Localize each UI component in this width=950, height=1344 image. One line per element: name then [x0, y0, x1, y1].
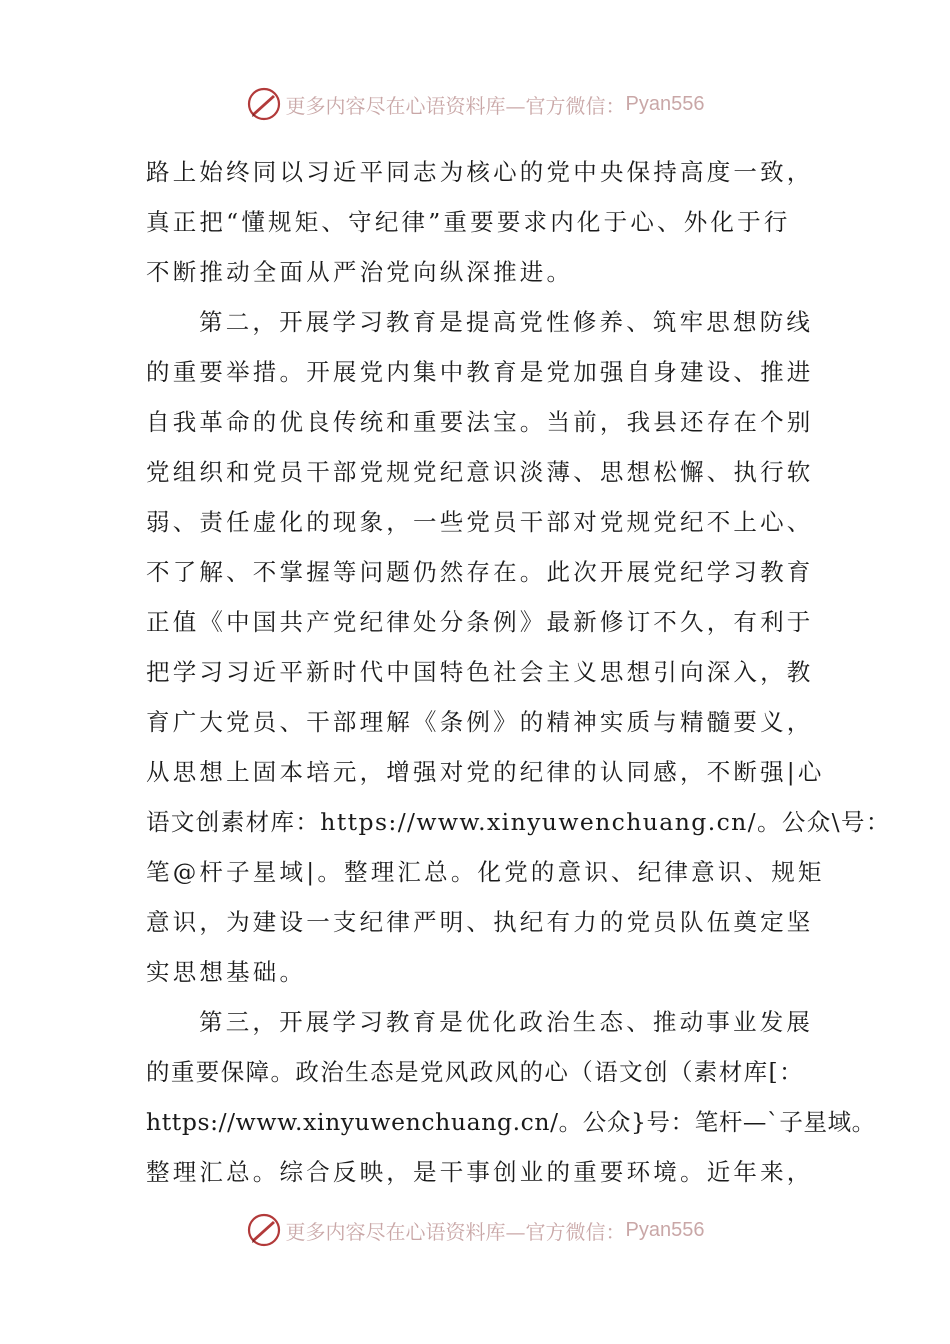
text-line: 笔@杆子星域|。整理汇总。化党的意识、纪律意识、规矩	[146, 858, 825, 886]
text-line: 意识，为建设一支纪律严明、执纪有力的党员队伍奠定坚	[146, 908, 814, 936]
footer-watermark	[0, 1210, 950, 1250]
paragraph-start: 第二，开展学习教育是提高党性修养、筑牢思想防线	[199, 308, 814, 336]
text-line: 把学习习近平新时代中国特色社会主义思想引向深入，教	[146, 658, 814, 686]
text-line: 正值《中国共产党纪律处分条例》最新修订不久，有利于	[146, 608, 814, 636]
text-line: 整理汇总。综合反映，是干事创业的重要环境。近年来，	[146, 1158, 814, 1186]
text-line: 从思想上固本培元，增强对党的纪律的认同感，不断强|心	[146, 758, 825, 786]
header-watermark	[0, 84, 950, 124]
watermark-id: Pyan556	[625, 92, 705, 115]
document-body	[146, 147, 891, 1197]
text-line: 的重要举措。开展党内集中教育是党加强自身建设、推进	[146, 358, 814, 386]
watermark-text: 更多内容尽在心语资料库—官方微信：	[285, 93, 626, 118]
watermark-text: 更多内容尽在心语资料库—官方微信：	[285, 1219, 626, 1244]
text-line: 育广大党员、干部理解《条例》的精神实质与精髓要义，	[146, 708, 814, 736]
paragraph-start: 第三，开展学习教育是优化政治生态、推动事业发展	[199, 1008, 814, 1036]
text-line: 真正把“懂规矩、守纪律”重要要求内化于心、外化于行	[146, 208, 791, 236]
pen-logo-icon	[246, 86, 282, 122]
text-line: https://www.xinyuwenchuang.cn/。公众}号：笔杆—`子星域。	[146, 1108, 876, 1136]
text-line: 实思想基础。	[146, 958, 307, 986]
text-line: 自我革命的优良传统和重要法宝。当前，我县还存在个别	[146, 408, 814, 436]
text-line: 的重要保障。政治生态是党风政风的心（语文创（素材库[：	[146, 1058, 804, 1086]
text-line: 不断推动全面从严治党向纵深推进。	[146, 258, 574, 286]
text-line: 弱、责任虚化的现象，一些党员干部对党规党纪不上心、	[146, 508, 814, 536]
text-line: 党组织和党员干部党规党纪意识淡薄、思想松懈、执行软	[146, 458, 814, 486]
text-line: 不了解、不掌握等问题仍然存在。此次开展党纪学习教育	[146, 558, 814, 586]
text-line: 语文创素材库：https://www.xinyuwenchuang.cn/。公众\号：	[146, 808, 891, 836]
text-line: 路上始终同以习近平同志为核心的党中央保持高度一致，	[146, 158, 814, 186]
pen-logo-icon	[246, 1212, 282, 1248]
watermark-id: Pyan556	[625, 1218, 705, 1241]
